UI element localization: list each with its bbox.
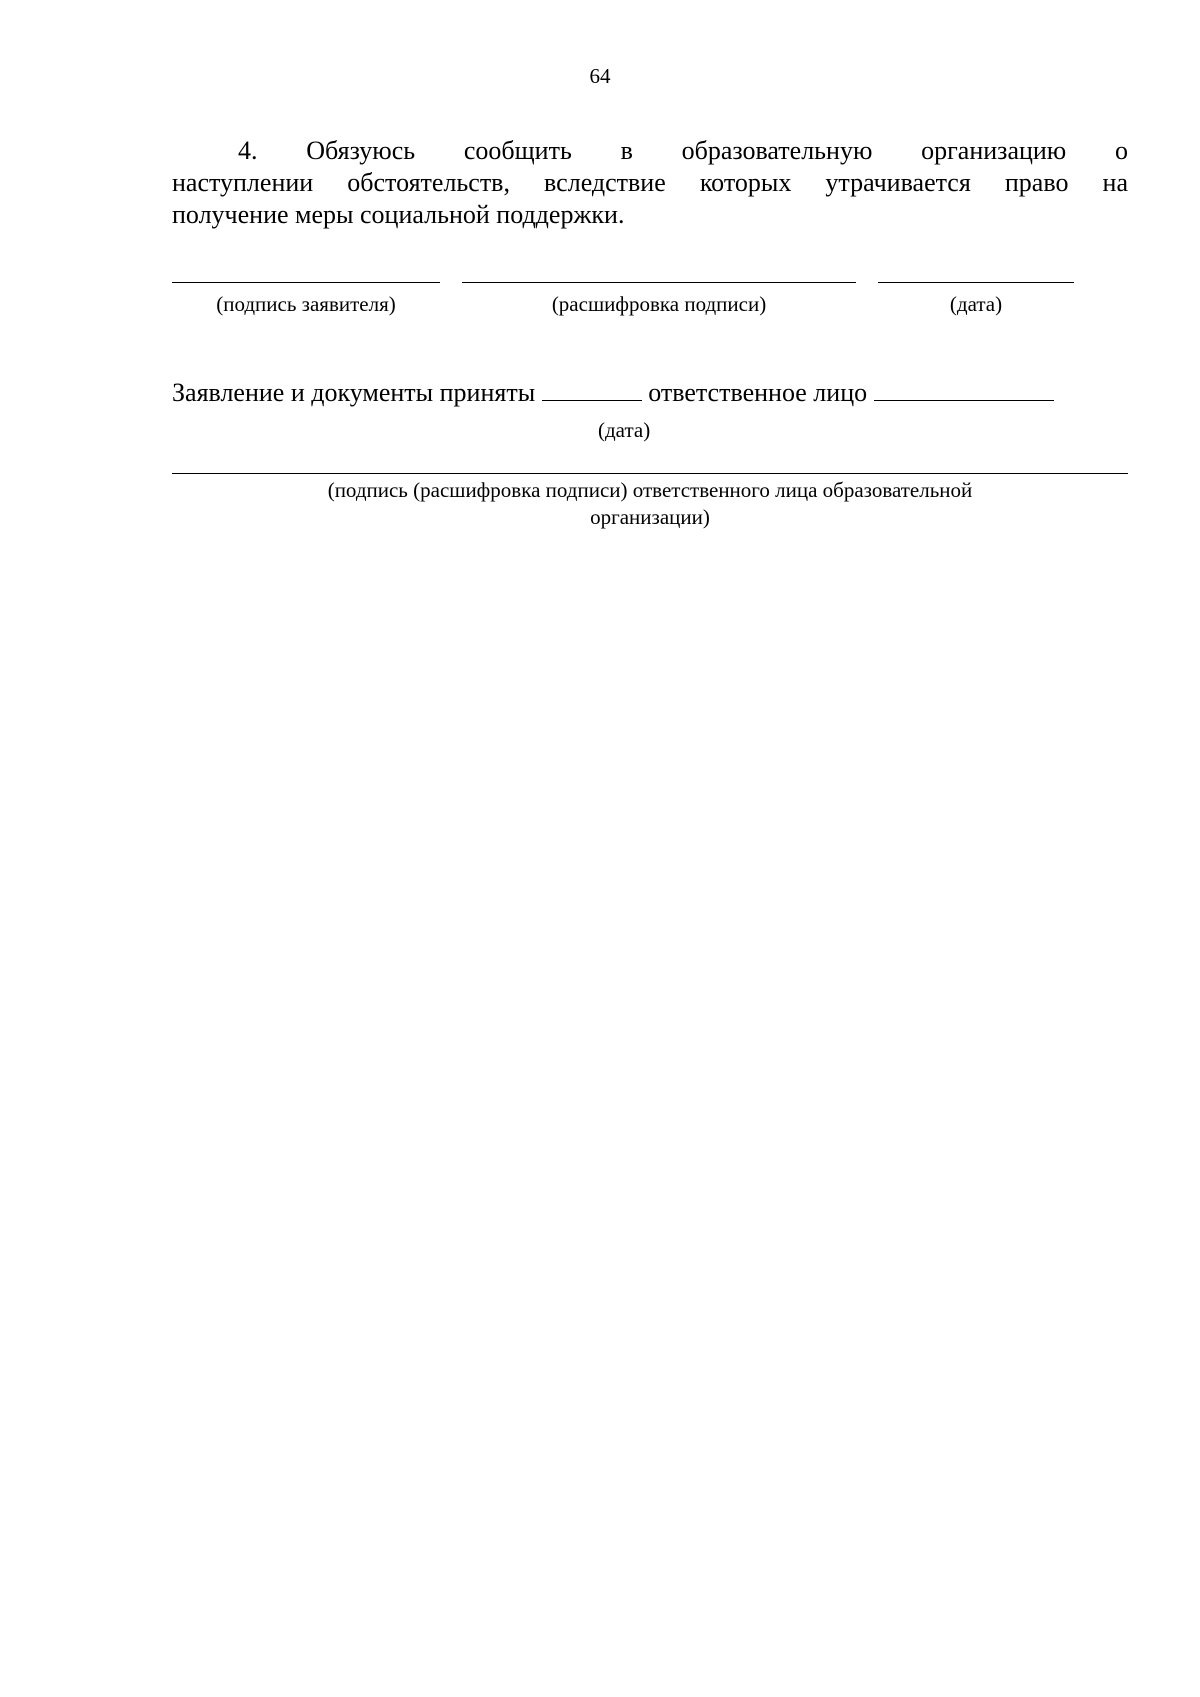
acceptance-date-blank[interactable] bbox=[542, 378, 642, 401]
paragraph-line-1: 4. Обязуюсь сообщить в образовательную организацию о bbox=[238, 136, 1128, 165]
responsible-person-text: ответственное лицо bbox=[648, 378, 868, 407]
responsible-signature-caption bbox=[240, 477, 1060, 531]
applicant-signature-row bbox=[172, 282, 1128, 342]
signature-decoding-field[interactable] bbox=[462, 282, 856, 317]
paragraph-line-3: получение меры социальной поддержки. bbox=[172, 200, 625, 229]
responsible-signature-line[interactable] bbox=[172, 473, 1128, 474]
page-number: 64 bbox=[589, 64, 611, 88]
applicant-signature-field[interactable] bbox=[172, 282, 440, 317]
applicant-date-caption: (дата) bbox=[949, 292, 1003, 316]
responsible-caption-line-2: организации) bbox=[590, 505, 710, 529]
obligation-paragraph bbox=[172, 135, 1128, 231]
applicant-signature-caption: (подпись заявителя) bbox=[216, 292, 396, 316]
acceptance-text: Заявление и документы приняты bbox=[172, 378, 536, 407]
signature-decoding-caption: (расшифровка подписи) bbox=[551, 292, 767, 316]
signature-decoding-line bbox=[462, 282, 856, 283]
acceptance-line bbox=[172, 378, 1128, 408]
applicant-date-field[interactable] bbox=[878, 282, 1074, 317]
paragraph-line-2: наступлении обстоятельств, вследствие которых утрачивается право на bbox=[172, 168, 1128, 197]
responsible-person-blank[interactable] bbox=[874, 378, 1054, 401]
responsible-caption-line-1: (подпись (расшифровка подписи) ответственного лица образовательной bbox=[327, 478, 973, 502]
applicant-date-line bbox=[878, 282, 1074, 283]
acceptance-date-caption: (дата) bbox=[598, 418, 651, 442]
applicant-signature-line bbox=[172, 282, 440, 283]
